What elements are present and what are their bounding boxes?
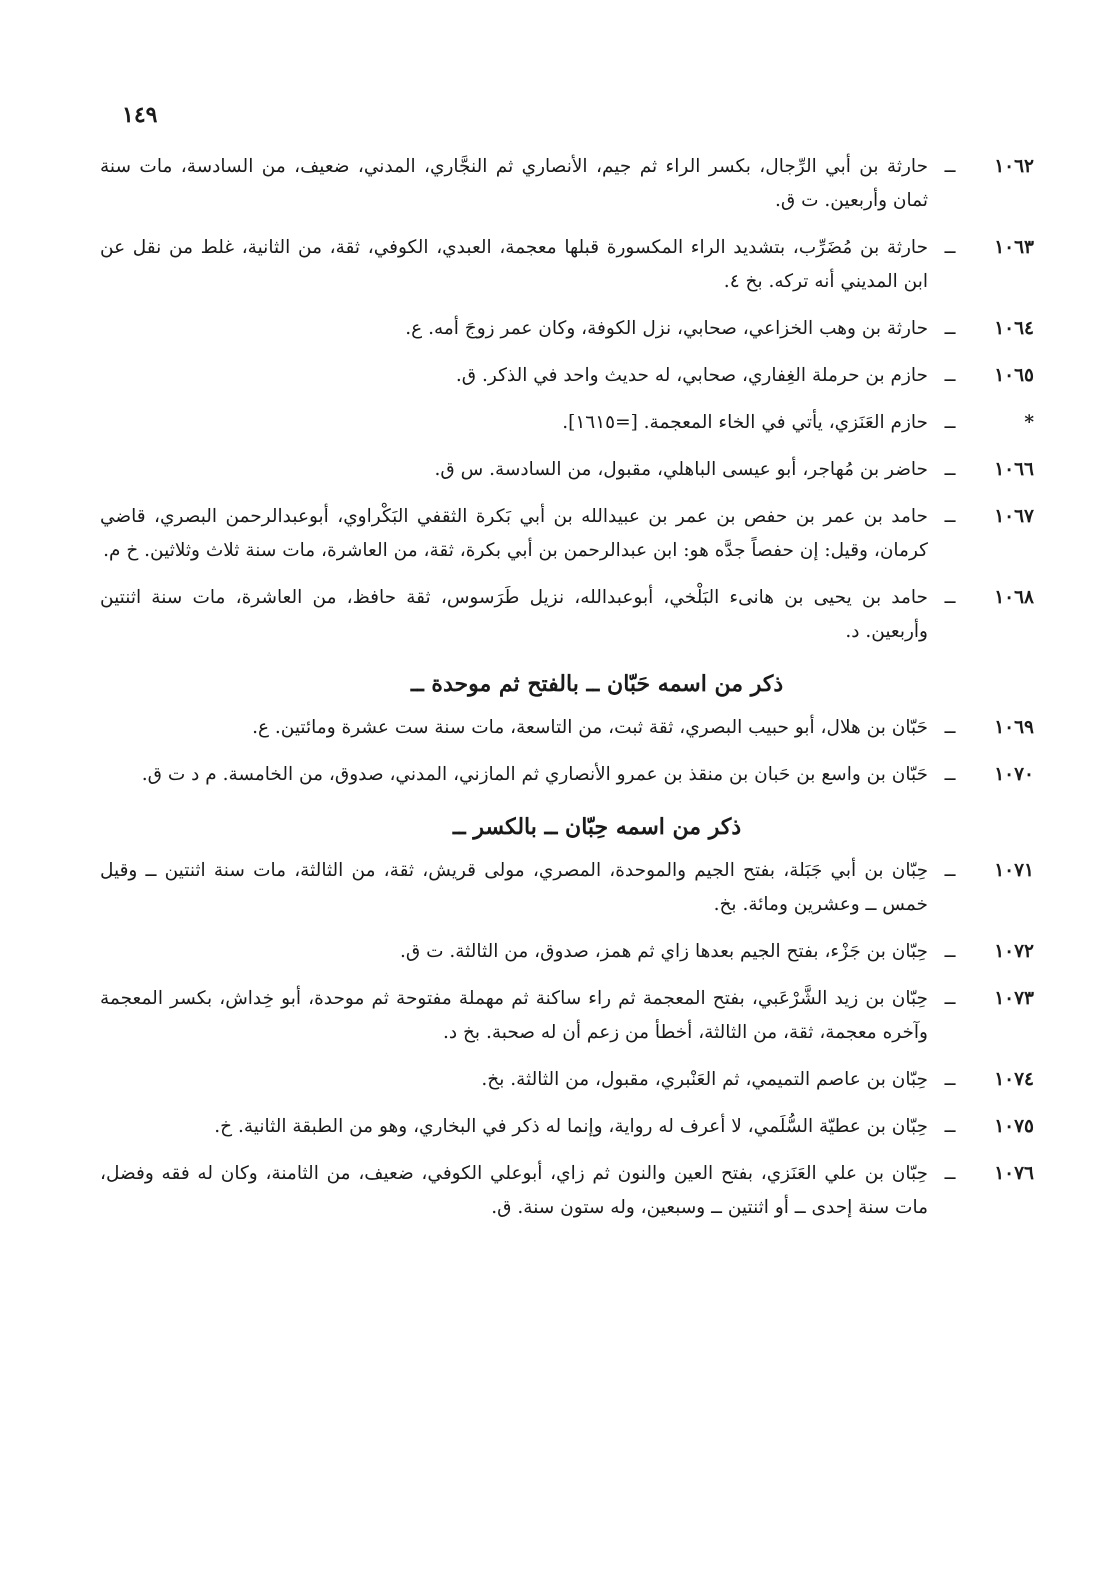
entry-dash: ــ <box>944 860 956 881</box>
entry-text: حارثة بن وهب الخزاعي، صحابي، نزل الكوفة، وكان عمر زوجَ أمه. ع. <box>405 318 928 339</box>
entry-number: ١٠٧٥ <box>994 1116 1034 1137</box>
entry-number: ١٠٧٠ <box>994 764 1034 785</box>
entries-group-c <box>100 854 1034 1225</box>
entry <box>100 1110 1034 1144</box>
entry-dash: ــ <box>944 237 956 258</box>
entry <box>100 406 1034 440</box>
entry-number: ١٠٦٧ <box>994 506 1034 527</box>
entry-number: ١٠٦٩ <box>994 717 1034 738</box>
entry <box>100 935 1034 969</box>
entry-dash: ــ <box>944 412 956 433</box>
entry-dash: ــ <box>944 156 956 177</box>
entry <box>100 500 1034 568</box>
entry-text: حِبّان بن علي العَنَزي، بفتح العين والنون ثم زاي، أبوعلي الكوفي، ضعيف، من الثامنة، وكان له فقه وفضل، مات سنة إحدى ــ أو اثنتين ــ وسبعين، وله ستون سنة. ق. <box>100 1163 928 1218</box>
entry-dash: ــ <box>944 318 956 339</box>
entry-dash: ــ <box>944 1163 956 1184</box>
entry-number: ١٠٦٦ <box>994 459 1034 480</box>
entry <box>100 758 1034 792</box>
section-heading-hibban-kasr: ذكر من اسمه حِبّان ــ بالكسر ــ <box>452 814 742 840</box>
entry <box>100 150 1034 218</box>
entry-text: حِبّان بن عطيّة السُّلَمي، لا أعرف له رواية، وإنما له ذكر في البخاري، وهو من الطبقة الثانية. خ. <box>214 1116 928 1137</box>
entry-text: حارثة بن أبي الرِّجال، بكسر الراء ثم جيم، الأنصاري ثم النجَّاري، المدني، ضعيف، من السادسة، مات سنة ثمان وأربعين. ت ق. <box>100 156 928 211</box>
entry-number: ١٠٧١ <box>994 860 1034 881</box>
entry-dash: ــ <box>944 587 956 608</box>
entry-number: ١٠٧٢ <box>994 941 1034 962</box>
entry <box>100 581 1034 649</box>
entry-dash: ــ <box>944 764 956 785</box>
entry-text: حِبّان بن زيد الشَّرْعَبي، بفتح المعجمة ثم راء ساكنة ثم مهملة مفتوحة ثم موحدة، أبو خِداش، بكسر المعجمة وآخره معجمة، ثقة، من الثالثة، أخطأ من زعم أن له صحبة. بخ د. <box>100 988 928 1043</box>
entry-text: حَبّان بن هلال، أبو حبيب البصري، ثقة ثبت، من التاسعة، مات سنة ست عشرة ومائتين. ع. <box>252 717 928 738</box>
entry-text: حاضر بن مُهاجر، أبو عيسى الباهلي، مقبول، من السادسة. س ق. <box>434 459 928 480</box>
entry-number: ١٠٦٣ <box>994 237 1034 258</box>
entry-text: حِبّان بن عاصم التميمي، ثم العَنْبري، مقبول، من الثالثة. بخ. <box>481 1069 928 1090</box>
entry-dash: ــ <box>944 365 956 386</box>
entry <box>100 1157 1034 1225</box>
entry-dash: ــ <box>944 1116 956 1137</box>
entry-text: حازم العَنَزي، يأتي في الخاء المعجمة. [=١٦١٥]. <box>562 412 928 433</box>
entry <box>100 359 1034 393</box>
section-heading-habban-fath: ذكر من اسمه حَبّان ــ بالفتح ثم موحدة ــ <box>410 671 784 697</box>
entry-number: ١٠٦٤ <box>994 318 1034 339</box>
entry <box>100 711 1034 745</box>
entry-dash: ــ <box>944 717 956 738</box>
entry-number: ١٠٦٨ <box>994 587 1034 608</box>
page-number: ١٤٩ <box>122 102 158 128</box>
entry <box>100 231 1034 299</box>
entry <box>100 453 1034 487</box>
entry <box>100 854 1034 922</box>
entry <box>100 1063 1034 1097</box>
entry-number: ١٠٦٢ <box>994 156 1034 177</box>
entry-number: ١٠٧٤ <box>994 1069 1034 1090</box>
entry-number: ١٠٧٦ <box>994 1163 1034 1184</box>
entry <box>100 982 1034 1050</box>
entry-text: حِبّان بن جَزْء، بفتح الجيم بعدها زاي ثم همز، صدوق، من الثالثة. ت ق. <box>399 941 928 962</box>
entry-text: حِبّان بن أبي جَبَلة، بفتح الجيم والموحدة، المصري، مولى قريش، ثقة، من الثالثة، مات سنة اثنتين ــ وقيل خمس ــ وعشرين ومائة. بخ. <box>100 860 928 915</box>
entries-group-a <box>100 150 1034 649</box>
entry-text: حازم بن حرملة الغِفاري، صحابي، له حديث واحد في الذكر. ق. <box>455 365 928 386</box>
entry-number: ١٠٧٣ <box>994 988 1034 1009</box>
entry-dash: ــ <box>944 459 956 480</box>
entry <box>100 312 1034 346</box>
entries-group-b <box>100 711 1034 792</box>
entry-text: حارثة بن مُضَرِّب، بتشديد الراء المكسورة قبلها معجمة، العبدي، الكوفي، ثقة، من الثانية، غلط من نقل عن ابن المديني أنه تركه. بخ ٤. <box>100 237 928 292</box>
entry-text: حَبّان بن واسع بن حَبان بن منقذ بن عمرو الأنصاري ثم المازني، المدني، صدوق، من الخامسة. م د ت ق. <box>141 764 928 785</box>
entry-dash: ــ <box>944 941 956 962</box>
entry-number: ١٠٦٥ <box>994 365 1034 386</box>
entry-text: حامد بن عمر بن حفص بن عمر بن عبيدالله بن أبي بَكرة الثقفي البَكْراوي، أبوعبدالرحمن البصري، قاضي كرمان، وقيل: إن حفصاً جدَّه هو: ابن عبدالرحمن بن أبي بكرة، ثقة، من العاشرة، مات سنة ثلاث وثلاثين. خ م. <box>100 506 928 561</box>
entry-dash: ــ <box>944 506 956 527</box>
entry-dash: ــ <box>944 1069 956 1090</box>
entry-text: حامد بن يحيى بن هانىء البَلْخي، أبوعبدالله، نزيل طَرَسوس، ثقة حافظ، من العاشرة، مات سنة اثنتين وأربعين. د. <box>100 587 928 642</box>
entry-dash: ــ <box>944 988 956 1009</box>
entry-number: * <box>1024 412 1034 433</box>
entries-list <box>100 150 1034 1238</box>
